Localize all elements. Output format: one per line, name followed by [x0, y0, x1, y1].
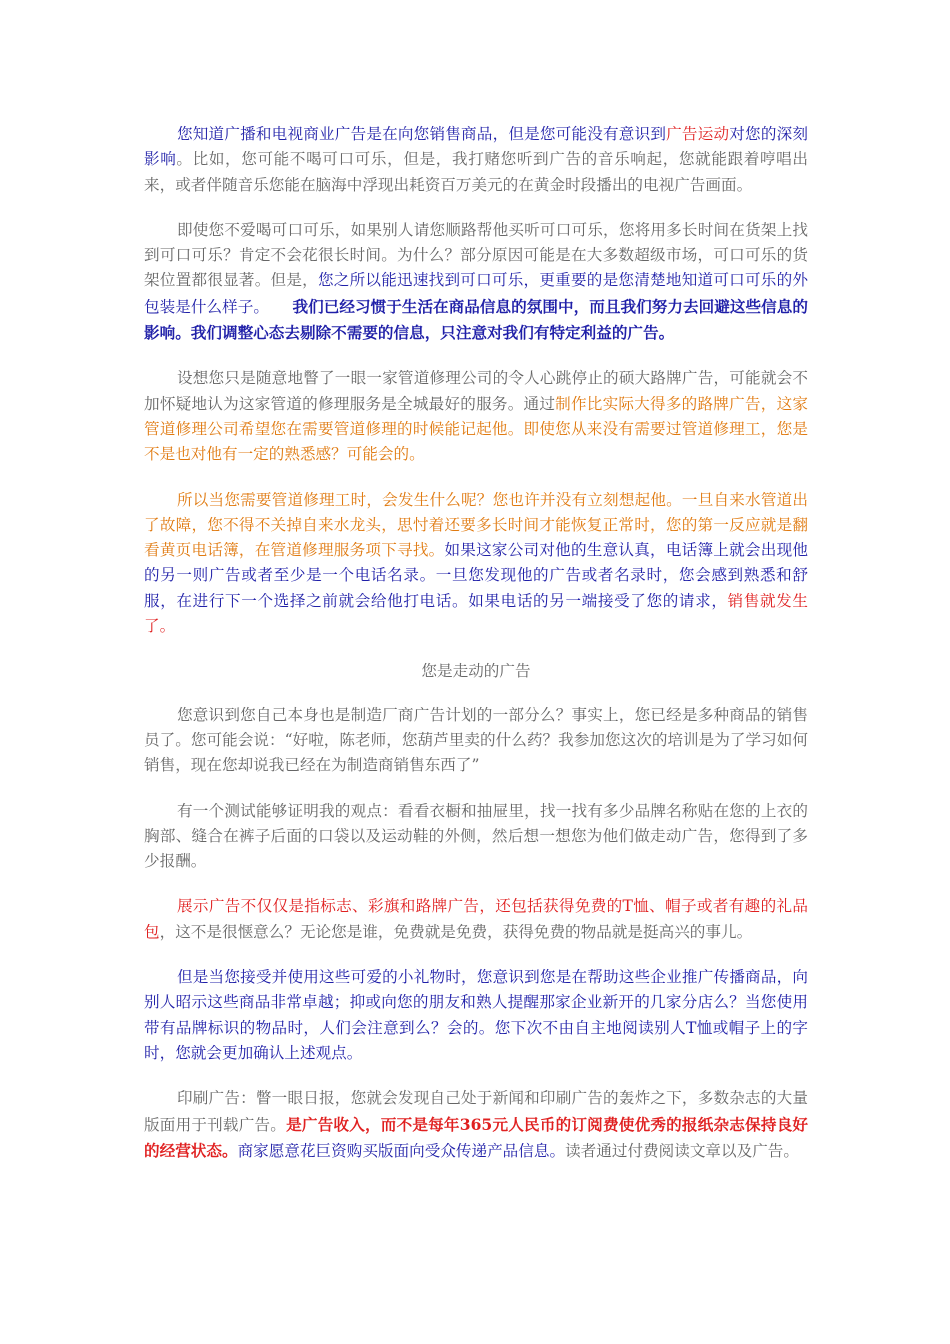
- paragraph: [144, 703, 808, 779]
- text-run: 对您的深刻影响: [144, 125, 808, 169]
- paragraph: [144, 488, 808, 640]
- text-run: 所以当您需要管道修理工时，会发生什么呢？您也许并没有立刻想起他。一旦自来水管道出了故障，您不得不关掉自来水龙头，思忖着还要多长时间才能恢复正常时，您的第一反应就是翻看黄页电话簿，在管道修理服务项下寻找。: [144, 490, 808, 560]
- text-run: 制作比实际大得多的路牌广告，这家管道修理公司希望您在需要管道修理的时候能记起他。即使您从来没有需要过管道修理工，您是不是也对他有一定的熟悉感？可能会的。: [144, 394, 808, 464]
- text-run: 您之所以能迅速找到可口可乐，更重要的是您清楚地知道可口可乐的外包装是什么样子。: [144, 271, 808, 316]
- paragraph: [144, 965, 808, 1066]
- text-run: 印刷广告：瞥一眼日报，您就会发现自己处于新闻和印刷广告的轰炸之下，多数杂志的大量版面用于刊载广告。: [144, 1089, 808, 1134]
- text-run: 广告运动: [666, 125, 730, 143]
- paragraph: [144, 366, 808, 467]
- paragraph: [144, 122, 808, 198]
- text-run: 销售就发生了。: [144, 591, 808, 636]
- article-section-1: [144, 122, 808, 639]
- paragraph: [144, 894, 808, 945]
- text-run: 如果这家公司对他的生意认真，电话簿上就会出现他的另一则广告或者至少是一个电话名录。一旦您发现他的广告或者名录时，您会感到熟悉和舒服，在进行下一个选择之前就会给他打电话。如果电话的另一端接受了您的请求，: [144, 541, 808, 610]
- text-run: 我们已经习惯于生活在商品信息的氛围中，而且我们努力去回避这些信息的影响。我们调整心态去剔除不需要的信息，只注意对我们有特定利益的广告。: [144, 296, 808, 343]
- text-run: 有一个测试能够证明我的观点：看看衣橱和抽屉里，找一找有多少品牌名称贴在您的上衣的胸部、缝合在裤子后面的口袋以及运动鞋的外侧，然后想一想您为他们做走动广告，您得到了多少报酬。: [144, 801, 808, 871]
- article-section-2: [144, 703, 808, 1164]
- text-run: 即使您不爱喝可口可乐，如果别人请您顺路帮他买听可口可乐，您将用多长时间在货架上找到可口可乐？肯定不会花很长时间。为什么？部分原因可能是在大多数超级市场，可口可乐的货架位置都很显著。但是，: [144, 220, 808, 290]
- text-run: 设想您只是随意地瞥了一眼一家管道修理公司的令人心跳停止的硕大路牌广告，可能就会不加怀疑地认为这家管道的修理服务是全城最好的服务。通过: [144, 369, 808, 413]
- paragraph: [144, 799, 808, 875]
- text-run: 展示广告不仅仅是指标志、彩旗和路牌广告，还包括获得免费的T恤、帽子或者有趣的礼品包: [144, 897, 808, 941]
- text-run: 读者通过付费阅读文章以及广告。: [565, 1141, 799, 1160]
- paragraph: [144, 218, 808, 346]
- text-run: ，这不是很惬意么？无论您是谁，免费就是免费，获得免费的物品就是挺高兴的事儿。: [159, 922, 753, 941]
- paragraph: [144, 1086, 808, 1164]
- text-run: 商家愿意花巨资购买版面向受众传递产品信息。: [237, 1141, 566, 1160]
- text-run: 但是当您接受并使用这些可爱的小礼物时，您意识到您是在帮助这些企业推广传播商品，向别人昭示这些商品非常卓越；抑或向您的朋友和熟人提醒那家企业新开的几家分店么？当您使用带有品牌标识的物品时，人们会注意到么？会的。您下次不由自主地阅读别人T恤或帽子上的字时，您就会更加确认上述观点。: [144, 968, 808, 1062]
- text-run: 您意识到您自己本身也是制造厂商广告计划的一部分么？事实上，您已经是多种商品的销售员了。您可能会说：“好啦，陈老师，您葫芦里卖的什么药？我参加您这次的培训是为了学习如何销售，现在您却说我已经在为制造商销售东西了”: [144, 705, 808, 775]
- document-page: [144, 122, 808, 1184]
- text-run: 。比如，您可能不喝可口可乐，但是，我打赌您听到广告的音乐响起，您就能跟着哼唱出来，或者伴随音乐您能在脑海中浮现出耗资百万美元的在黄金时段播出的电视广告画面。: [144, 150, 808, 194]
- section-heading: 您是走动的广告: [421, 662, 531, 681]
- text-run: 是广告收入，而不是每年365元人民币的订阅费使优秀的报纸杂志保持良好的经营状态。: [144, 1114, 808, 1160]
- text-run: 您知道广播和电视商业广告是在向您销售商品，但是您可能没有意识到: [177, 125, 667, 143]
